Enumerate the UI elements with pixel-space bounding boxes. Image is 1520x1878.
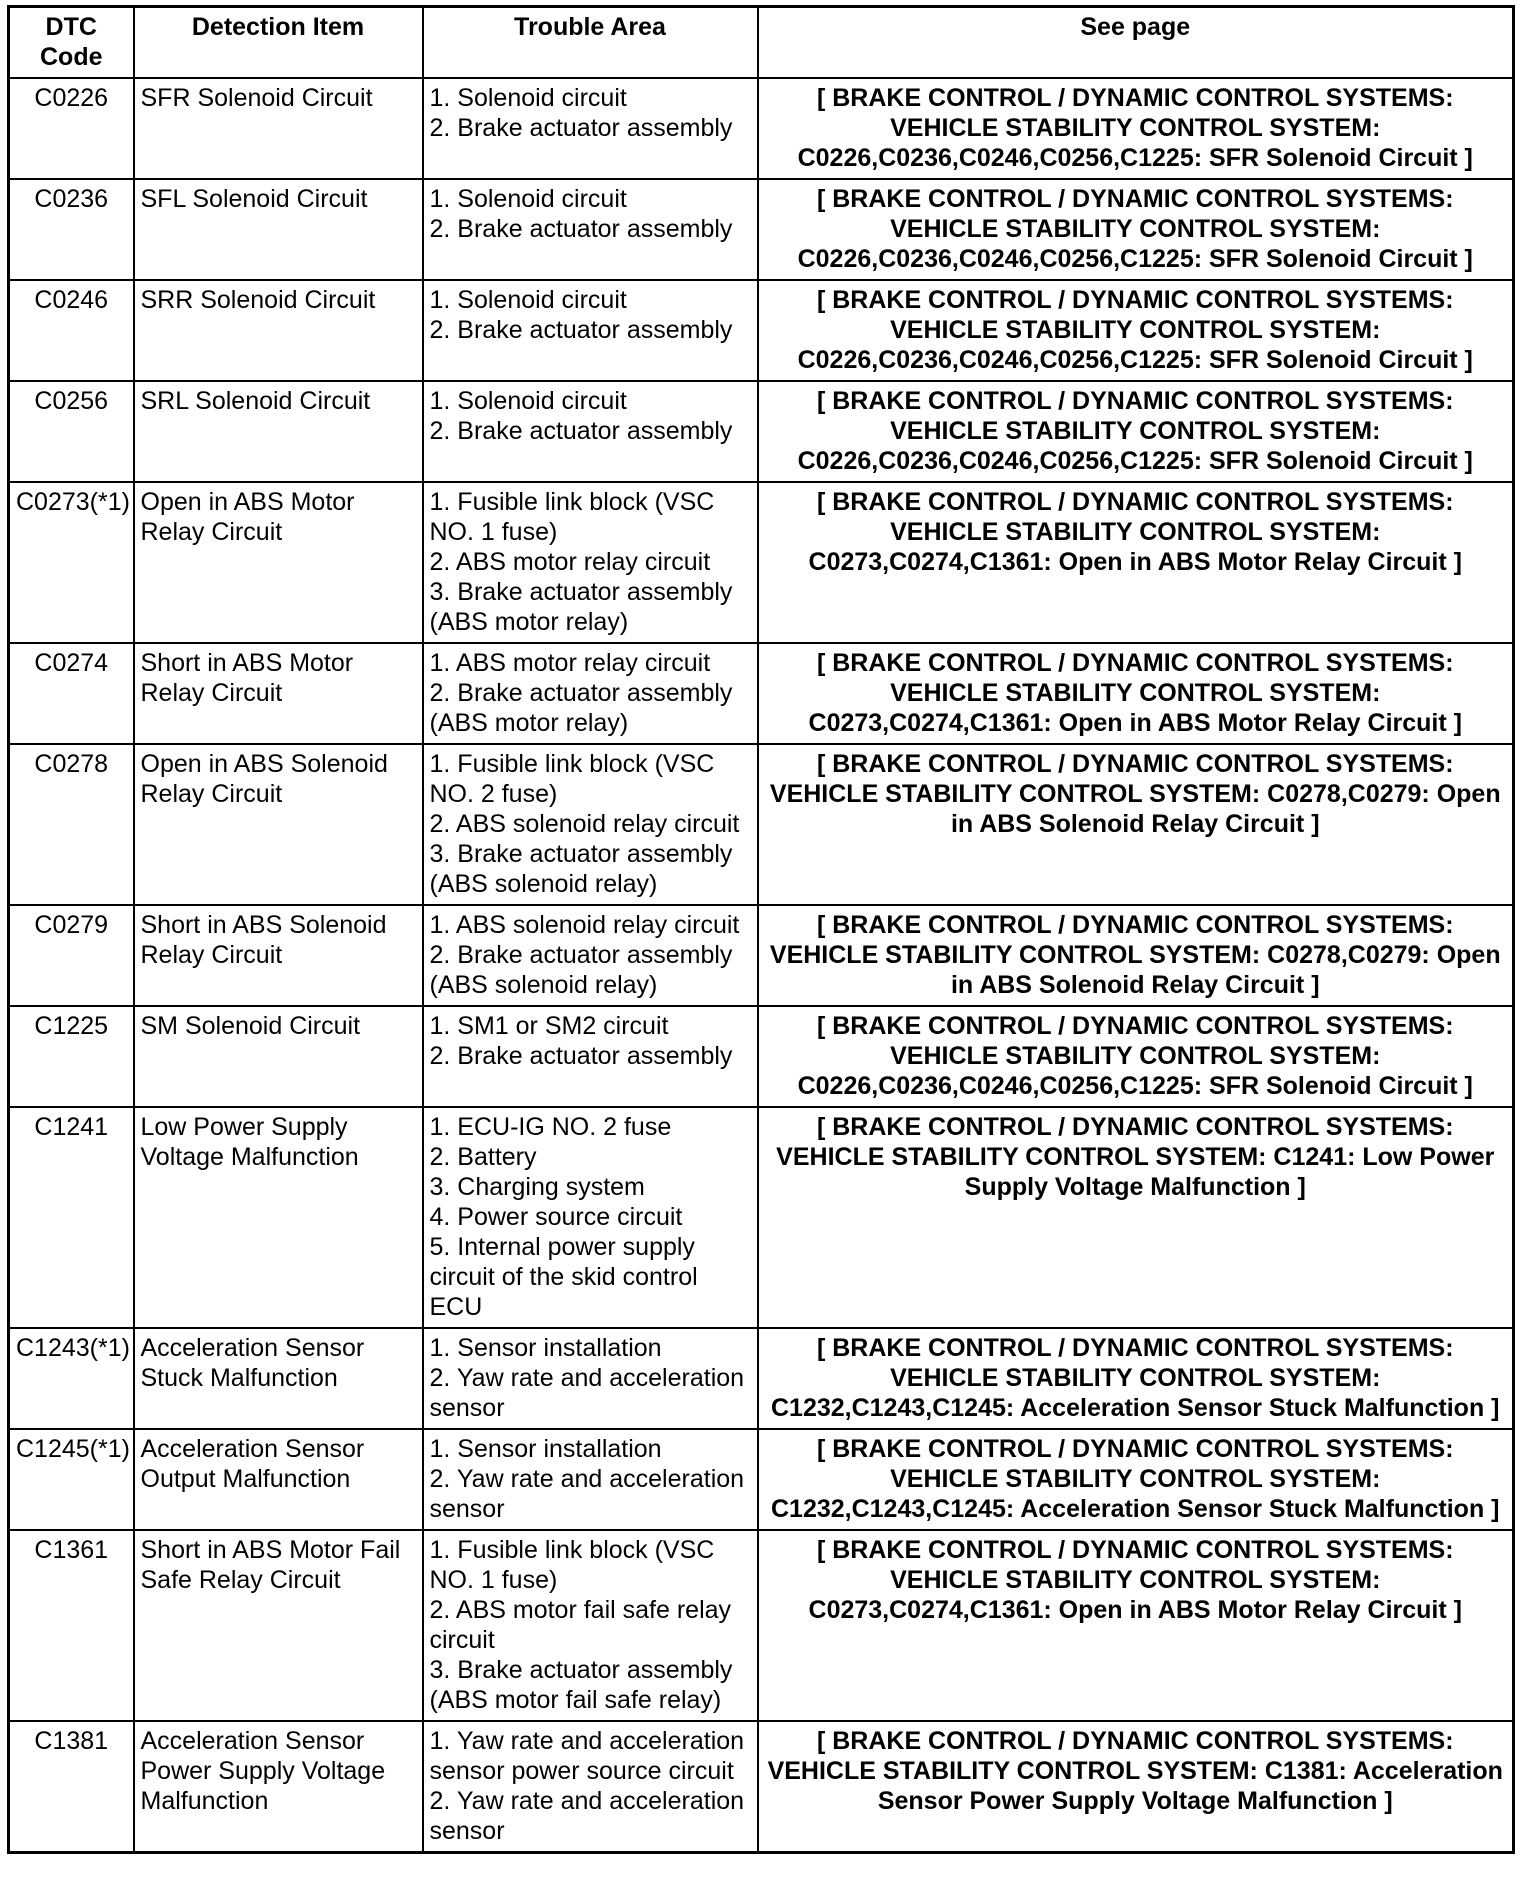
see-page-cell-line: C1232,C1243,C1245: Acceleration Sensor Stuck Malfunction ] <box>770 1394 1500 1422</box>
detection-item-cell-line: Stuck Malfunction <box>140 1364 338 1392</box>
see-page-cell-line: [ BRAKE CONTROL / DYNAMIC CONTROL SYSTEMS: <box>816 488 1454 516</box>
trouble-area-cell-line: (ABS motor fail safe relay) <box>429 1686 722 1714</box>
trouble-area-cell-line: 1. Yaw rate and acceleration <box>429 1727 745 1755</box>
see-page-cell-line: VEHICLE STABILITY CONTROL SYSTEM: <box>890 215 1381 243</box>
dtc-code-cell: C0256 <box>9 381 134 482</box>
see-page-cell-line: C0273,C0274,C1361: Open in ABS Motor Relay Circuit ] <box>808 548 1462 576</box>
detection-item-cell <box>134 1429 423 1530</box>
detection-item-cell-line: Low Power Supply <box>140 1113 348 1141</box>
detection-item-cell-line: Open in ABS Solenoid <box>140 750 388 778</box>
detection-item-cell-line: Acceleration Sensor <box>140 1727 365 1755</box>
see-page-cell <box>758 179 1514 280</box>
detection-item-cell <box>134 78 423 179</box>
see-page-cell-line: VEHICLE STABILITY CONTROL SYSTEM: <box>890 316 1381 344</box>
see-page-cell-line: VEHICLE STABILITY CONTROL SYSTEM: <box>890 1566 1381 1594</box>
trouble-area-cell-line: circuit <box>429 1626 495 1654</box>
see-page-cell-line: VEHICLE STABILITY CONTROL SYSTEM: <box>890 518 1381 546</box>
trouble-area-cell-line: 1. SM1 or SM2 circuit <box>429 1012 669 1040</box>
detection-item-cell-line: SM Solenoid Circuit <box>140 1012 361 1040</box>
trouble-area-cell <box>423 905 758 1006</box>
see-page-cell-line: [ BRAKE CONTROL / DYNAMIC CONTROL SYSTEMS: <box>816 185 1454 213</box>
detection-item-cell-line: Relay Circuit <box>140 679 283 707</box>
see-page-cell <box>758 280 1514 381</box>
detection-item-cell <box>134 905 423 1006</box>
see-page-cell-line: VEHICLE STABILITY CONTROL SYSTEM: <box>890 114 1381 142</box>
trouble-area-cell-line: 1. ECU-IG NO. 2 fuse <box>429 1113 672 1141</box>
trouble-area-cell-line: 2. Brake actuator assembly <box>429 215 733 243</box>
dtc-code-cell: C0273(*1) <box>9 482 134 643</box>
see-page-cell <box>758 744 1514 905</box>
trouble-area-cell-line: NO. 1 fuse) <box>429 1566 558 1594</box>
trouble-area-cell <box>423 1429 758 1530</box>
detection-item-cell-line: Short in ABS Motor <box>140 649 354 677</box>
trouble-area-cell <box>423 482 758 643</box>
detection-item-cell-line: Open in ABS Motor <box>140 488 355 516</box>
see-page-cell-line: C0226,C0236,C0246,C0256,C1225: SFR Solenoid Circuit ] <box>797 245 1473 273</box>
trouble-area-cell-line: NO. 1 fuse) <box>429 518 558 546</box>
trouble-area-cell-line: 1. Fusible link block (VSC <box>429 1536 715 1564</box>
dtc-code-cell: C0278 <box>9 744 134 905</box>
dtc-table <box>7 5 1515 1854</box>
trouble-area-cell-line: 1. Sensor installation <box>429 1435 662 1463</box>
see-page-cell-line: [ BRAKE CONTROL / DYNAMIC CONTROL SYSTEMS: <box>816 1113 1454 1141</box>
see-page-cell <box>758 482 1514 643</box>
detection-item-cell <box>134 744 423 905</box>
see-page-cell-line: in ABS Solenoid Relay Circuit ] <box>950 971 1320 999</box>
table-row <box>9 1107 1514 1328</box>
see-page-cell-line: VEHICLE STABILITY CONTROL SYSTEM: C0278,C0279: Open <box>769 780 1501 808</box>
detection-item-cell <box>134 1721 423 1853</box>
detection-item-cell <box>134 280 423 381</box>
detection-item-cell-line: Safe Relay Circuit <box>140 1566 341 1594</box>
dtc-code-cell: C0274 <box>9 643 134 744</box>
trouble-area-cell-line: (ABS solenoid relay) <box>429 870 658 898</box>
dtc-code-cell: C0226 <box>9 78 134 179</box>
trouble-area-cell-line: 3. Brake actuator assembly <box>429 578 733 606</box>
see-page-cell-line: C1232,C1243,C1245: Acceleration Sensor Stuck Malfunction ] <box>770 1495 1500 1523</box>
trouble-area-cell-line: sensor <box>429 1495 505 1523</box>
trouble-area-cell-line: ECU <box>429 1293 483 1321</box>
trouble-area-cell-line: 1. Fusible link block (VSC <box>429 750 715 778</box>
trouble-area-cell-line: 2. ABS motor relay circuit <box>429 548 711 576</box>
trouble-area-cell-line: 2. ABS solenoid relay circuit <box>429 810 740 838</box>
trouble-area-cell-line: 2. Brake actuator assembly <box>429 941 733 969</box>
see-page-cell-line: [ BRAKE CONTROL / DYNAMIC CONTROL SYSTEMS: <box>816 1435 1454 1463</box>
trouble-area-cell-line: 2. Brake actuator assembly <box>429 679 733 707</box>
see-page-cell-line: [ BRAKE CONTROL / DYNAMIC CONTROL SYSTEMS: <box>816 84 1454 112</box>
trouble-area-cell-line: 4. Power source circuit <box>429 1203 683 1231</box>
trouble-area-cell-line: 2. Battery <box>429 1143 537 1171</box>
detection-item-cell <box>134 1328 423 1429</box>
see-page-cell-line: VEHICLE STABILITY CONTROL SYSTEM: <box>890 417 1381 445</box>
dtc-code-cell: C1381 <box>9 1721 134 1853</box>
table-row <box>9 905 1514 1006</box>
table-row <box>9 482 1514 643</box>
detection-item-cell-line: SRR Solenoid Circuit <box>140 286 376 314</box>
trouble-area-cell <box>423 1006 758 1107</box>
see-page-cell-line: Supply Voltage Malfunction ] <box>964 1173 1306 1201</box>
trouble-area-cell <box>423 744 758 905</box>
see-page-cell-line: [ BRAKE CONTROL / DYNAMIC CONTROL SYSTEMS: <box>816 911 1454 939</box>
detection-item-cell-line: Acceleration Sensor <box>140 1435 365 1463</box>
trouble-area-cell-line: 2. Yaw rate and acceleration <box>429 1364 745 1392</box>
trouble-area-cell-line: 2. ABS motor fail safe relay <box>429 1596 732 1624</box>
see-page-cell-line: VEHICLE STABILITY CONTROL SYSTEM: <box>890 679 1381 707</box>
table-row <box>9 744 1514 905</box>
see-page-cell <box>758 1429 1514 1530</box>
see-page-cell <box>758 905 1514 1006</box>
trouble-area-cell-line: sensor <box>429 1817 505 1845</box>
detection-item-cell <box>134 482 423 643</box>
see-page-cell-line: C0226,C0236,C0246,C0256,C1225: SFR Solenoid Circuit ] <box>797 1072 1473 1100</box>
detection-item-cell-line: Power Supply Voltage <box>140 1757 386 1785</box>
see-page-cell-line: in ABS Solenoid Relay Circuit ] <box>950 810 1320 838</box>
see-page-cell-line: C0226,C0236,C0246,C0256,C1225: SFR Solenoid Circuit ] <box>797 447 1473 475</box>
header-see-page: See page <box>758 7 1514 79</box>
trouble-area-cell-line: 1. Sensor installation <box>429 1334 662 1362</box>
detection-item-cell <box>134 381 423 482</box>
trouble-area-cell-line: 3. Brake actuator assembly <box>429 1656 733 1684</box>
see-page-cell-line: C0226,C0236,C0246,C0256,C1225: SFR Solenoid Circuit ] <box>797 346 1473 374</box>
trouble-area-cell-line: circuit of the skid control <box>429 1263 698 1291</box>
table-row <box>9 1721 1514 1853</box>
dtc-code-cell: C1225 <box>9 1006 134 1107</box>
detection-item-cell-line: SRL Solenoid Circuit <box>140 387 371 415</box>
table-row <box>9 1328 1514 1429</box>
trouble-area-cell-line: 3. Brake actuator assembly <box>429 840 733 868</box>
trouble-area-cell-line: 1. Solenoid circuit <box>429 387 627 415</box>
see-page-cell <box>758 1530 1514 1721</box>
trouble-area-cell <box>423 1530 758 1721</box>
dtc-code-cell: C0236 <box>9 179 134 280</box>
trouble-area-cell <box>423 1721 758 1853</box>
trouble-area-cell-line: 1. Solenoid circuit <box>429 84 627 112</box>
detection-item-cell <box>134 179 423 280</box>
trouble-area-cell-line: (ABS motor relay) <box>429 608 629 636</box>
see-page-cell-line: [ BRAKE CONTROL / DYNAMIC CONTROL SYSTEMS: <box>816 649 1454 677</box>
see-page-cell-line: VEHICLE STABILITY CONTROL SYSTEM: C1241: Low Power <box>776 1143 1495 1171</box>
table-row <box>9 179 1514 280</box>
see-page-cell-line: VEHICLE STABILITY CONTROL SYSTEM: <box>890 1465 1381 1493</box>
see-page-cell <box>758 78 1514 179</box>
trouble-area-cell-line: 2. Yaw rate and acceleration <box>429 1787 745 1815</box>
trouble-area-cell-line: (ABS solenoid relay) <box>429 971 658 999</box>
see-page-cell <box>758 1107 1514 1328</box>
see-page-cell-line: VEHICLE STABILITY CONTROL SYSTEM: C0278,C0279: Open <box>769 941 1501 969</box>
trouble-area-cell-line: 1. ABS motor relay circuit <box>429 649 711 677</box>
trouble-area-cell-line: 2. Brake actuator assembly <box>429 316 733 344</box>
see-page-cell <box>758 381 1514 482</box>
trouble-area-cell <box>423 78 758 179</box>
trouble-area-cell-line: 1. Fusible link block (VSC <box>429 488 715 516</box>
dtc-code-cell: C1243(*1) <box>9 1328 134 1429</box>
detection-item-cell <box>134 1530 423 1721</box>
trouble-area-cell-line: (ABS motor relay) <box>429 709 629 737</box>
see-page-cell-line: VEHICLE STABILITY CONTROL SYSTEM: <box>890 1042 1381 1070</box>
trouble-area-cell <box>423 381 758 482</box>
header-dtc-code <box>9 7 134 79</box>
header-detection-item: Detection Item <box>134 7 423 79</box>
trouble-area-cell-line: 2. Yaw rate and acceleration <box>429 1465 745 1493</box>
see-page-cell-line: VEHICLE STABILITY CONTROL SYSTEM: C1381: Acceleration <box>767 1757 1503 1785</box>
header-dtc-code-line: DTC <box>45 13 97 41</box>
detection-item-cell-line: Voltage Malfunction <box>140 1143 359 1171</box>
see-page-cell-line: [ BRAKE CONTROL / DYNAMIC CONTROL SYSTEMS: <box>816 1536 1454 1564</box>
table-row <box>9 1429 1514 1530</box>
detection-item-cell-line: Short in ABS Motor Fail <box>140 1536 401 1564</box>
see-page-cell <box>758 1328 1514 1429</box>
header-trouble-area: Trouble Area <box>423 7 758 79</box>
detection-item-cell-line: Malfunction <box>140 1787 269 1815</box>
dtc-code-cell: C0279 <box>9 905 134 1006</box>
see-page-cell-line: [ BRAKE CONTROL / DYNAMIC CONTROL SYSTEMS: <box>816 1012 1454 1040</box>
header-dtc-code-line: Code <box>40 43 103 71</box>
see-page-cell-line: [ BRAKE CONTROL / DYNAMIC CONTROL SYSTEMS: <box>816 750 1454 778</box>
trouble-area-cell-line: 2. Brake actuator assembly <box>429 417 733 445</box>
table-body <box>9 78 1514 1853</box>
trouble-area-cell-line: sensor power source circuit <box>429 1757 734 1785</box>
table-row <box>9 643 1514 744</box>
see-page-cell-line: VEHICLE STABILITY CONTROL SYSTEM: <box>890 1364 1381 1392</box>
see-page-cell <box>758 1721 1514 1853</box>
detection-item-cell-line: Acceleration Sensor <box>140 1334 365 1362</box>
detection-item-cell <box>134 643 423 744</box>
detection-item-cell-line: Short in ABS Solenoid <box>140 911 387 939</box>
trouble-area-cell <box>423 1107 758 1328</box>
see-page-cell <box>758 1006 1514 1107</box>
dtc-code-cell: C0246 <box>9 280 134 381</box>
trouble-area-cell-line: 1. ABS solenoid relay circuit <box>429 911 740 939</box>
see-page-cell-line: [ BRAKE CONTROL / DYNAMIC CONTROL SYSTEMS: <box>816 286 1454 314</box>
detection-item-cell-line: SFR Solenoid Circuit <box>140 84 373 112</box>
detection-item-cell-line: Relay Circuit <box>140 780 283 808</box>
table-row <box>9 1006 1514 1107</box>
trouble-area-cell-line: NO. 2 fuse) <box>429 780 558 808</box>
trouble-area-cell-line: 1. Solenoid circuit <box>429 185 627 213</box>
dtc-code-cell: C1241 <box>9 1107 134 1328</box>
header-row <box>9 7 1514 79</box>
trouble-area-cell <box>423 1328 758 1429</box>
detection-item-cell <box>134 1107 423 1328</box>
see-page-cell-line: [ BRAKE CONTROL / DYNAMIC CONTROL SYSTEMS: <box>816 387 1454 415</box>
dtc-code-cell: C1361 <box>9 1530 134 1721</box>
table-row <box>9 78 1514 179</box>
trouble-area-cell <box>423 643 758 744</box>
detection-item-cell-line: Relay Circuit <box>140 941 283 969</box>
see-page-cell-line: [ BRAKE CONTROL / DYNAMIC CONTROL SYSTEMS: <box>816 1727 1454 1755</box>
trouble-area-cell-line: sensor <box>429 1394 505 1422</box>
see-page-cell-line: C0226,C0236,C0246,C0256,C1225: SFR Solenoid Circuit ] <box>797 144 1473 172</box>
detection-item-cell-line: SFL Solenoid Circuit <box>140 185 368 213</box>
trouble-area-cell-line: 3. Charging system <box>429 1173 645 1201</box>
detection-item-cell-line: Output Malfunction <box>140 1465 351 1493</box>
trouble-area-cell <box>423 280 758 381</box>
table-row <box>9 280 1514 381</box>
see-page-cell-line: C0273,C0274,C1361: Open in ABS Motor Relay Circuit ] <box>808 1596 1462 1624</box>
see-page-cell-line: C0273,C0274,C1361: Open in ABS Motor Relay Circuit ] <box>808 709 1462 737</box>
trouble-area-cell-line: 5. Internal power supply <box>429 1233 695 1261</box>
table-row <box>9 1530 1514 1721</box>
detection-item-cell <box>134 1006 423 1107</box>
table-row <box>9 381 1514 482</box>
see-page-cell-line: [ BRAKE CONTROL / DYNAMIC CONTROL SYSTEMS: <box>816 1334 1454 1362</box>
dtc-code-cell: C1245(*1) <box>9 1429 134 1530</box>
trouble-area-cell-line: 1. Solenoid circuit <box>429 286 627 314</box>
detection-item-cell-line: Relay Circuit <box>140 518 283 546</box>
trouble-area-cell-line: 2. Brake actuator assembly <box>429 1042 733 1070</box>
see-page-cell <box>758 643 1514 744</box>
see-page-cell-line: Sensor Power Supply Voltage Malfunction ] <box>877 1787 1393 1815</box>
trouble-area-cell <box>423 179 758 280</box>
trouble-area-cell-line: 2. Brake actuator assembly <box>429 114 733 142</box>
